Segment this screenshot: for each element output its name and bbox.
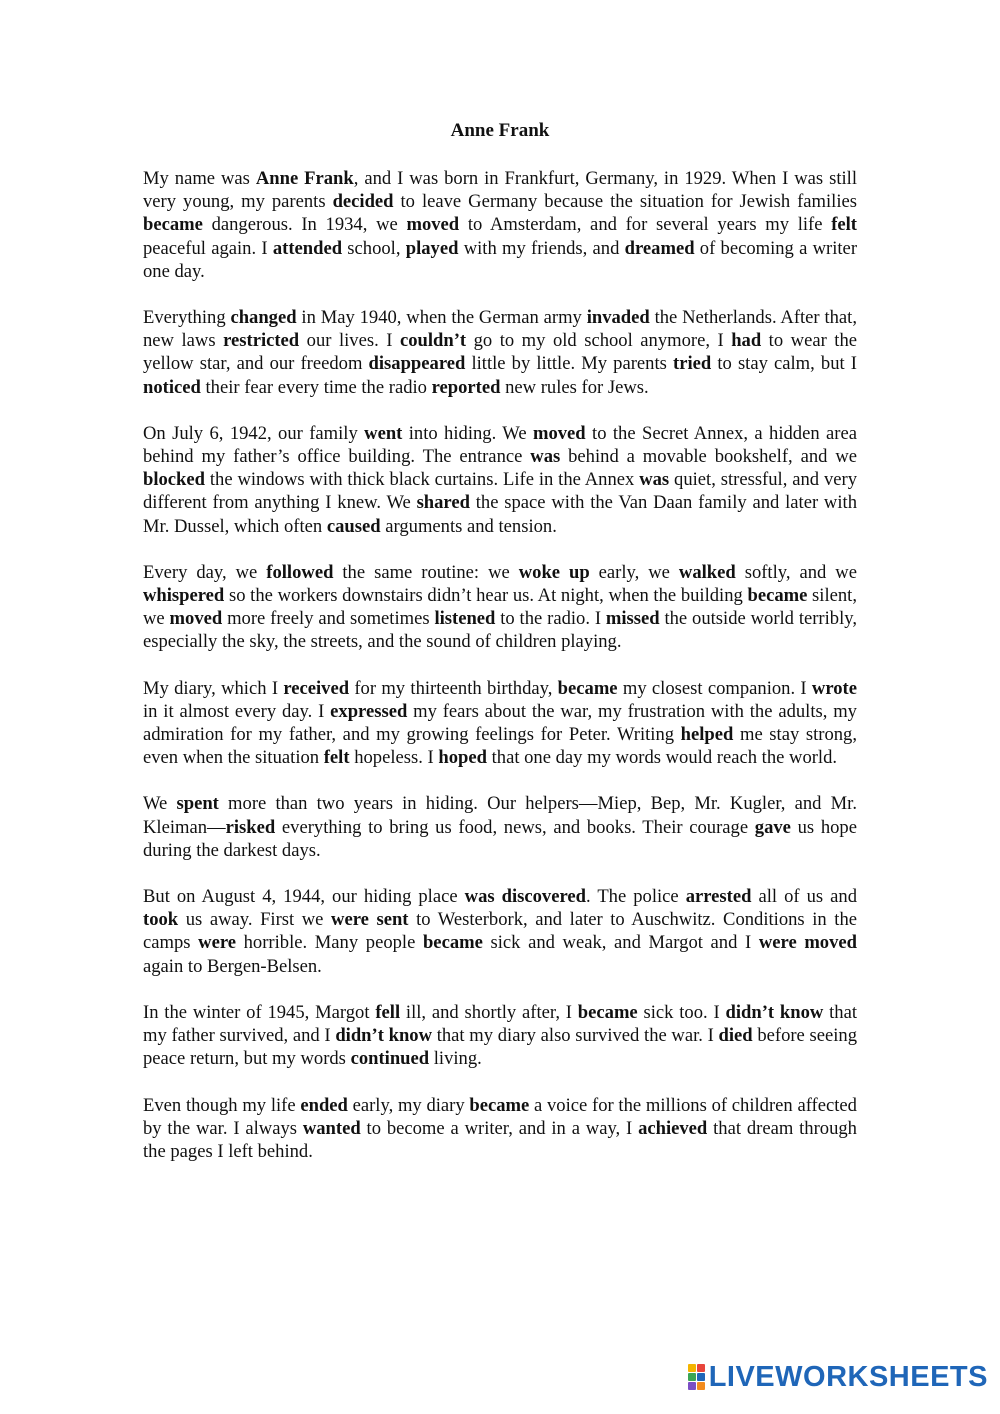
text-run: behind a movable bookshelf, and we bbox=[560, 446, 858, 468]
bold-verb: received bbox=[283, 677, 350, 699]
text-run: in it almost every day. I bbox=[143, 700, 331, 722]
story-paragraph bbox=[143, 1001, 857, 1071]
text-run: the space with the Van Daan family and later with Mr. Dussel, which often bbox=[143, 492, 857, 537]
text-run: again to Bergen-Belsen. bbox=[143, 955, 322, 977]
text-run: to Westerbork, and later to Auschwitz. Conditions in the camps bbox=[143, 909, 857, 954]
text-run: silent, we bbox=[143, 585, 857, 630]
bold-verb: moved bbox=[169, 608, 223, 630]
text-run: that my father survived, and I bbox=[143, 1001, 857, 1047]
text-run: to the radio. I bbox=[495, 608, 606, 630]
text-run: peaceful again. I bbox=[143, 237, 273, 259]
text-run: , and I was born in Frankfurt, Germany, in 1929. When I was still very young, my parents bbox=[143, 168, 857, 213]
bold-verb: walked bbox=[678, 561, 736, 583]
bold-verb: died bbox=[718, 1025, 753, 1047]
text-run: to stay calm, but I bbox=[711, 353, 857, 375]
logo-text: LIVEWORKSHEETS bbox=[708, 1360, 988, 1393]
bold-verb: ended bbox=[300, 1094, 348, 1116]
bold-verb: Anne Frank bbox=[255, 168, 354, 189]
bold-verb: moved bbox=[532, 422, 586, 444]
bold-verb: was bbox=[639, 469, 670, 491]
bold-verb: felt bbox=[323, 747, 350, 769]
bold-verb: tried bbox=[673, 353, 712, 375]
bold-verb: fell bbox=[375, 1001, 401, 1023]
page-title: Anne Frank bbox=[450, 120, 550, 141]
text-run: a voice for the millions of children affected by the war. I always bbox=[143, 1094, 857, 1139]
text-run: the outside world terribly, especially the sky, the streets, and the sound of children playing. bbox=[143, 608, 857, 653]
bold-verb: noticed bbox=[143, 376, 201, 398]
text-run: my closest companion. I bbox=[617, 677, 812, 699]
logo-square bbox=[688, 1382, 696, 1390]
text-run: Everything bbox=[143, 307, 231, 329]
story-paragraph bbox=[143, 885, 857, 978]
text-run: more freely and sometimes bbox=[222, 608, 435, 630]
bold-verb: took bbox=[143, 909, 179, 931]
text-run: living. bbox=[429, 1048, 482, 1070]
bold-verb: became bbox=[143, 214, 203, 236]
text-run: before seeing peace return, but my words bbox=[143, 1025, 858, 1070]
bold-verb: were bbox=[198, 932, 236, 954]
text-run: dangerous. In 1934, we bbox=[202, 214, 407, 236]
bold-verb: shared bbox=[416, 492, 470, 514]
text-run: ill, and shortly after, I bbox=[400, 1001, 578, 1023]
text-run: On July 6, 1942, our family bbox=[143, 422, 365, 444]
text-run: little by little. My parents bbox=[465, 353, 674, 375]
bold-verb: moved bbox=[406, 214, 460, 236]
text-run: the windows with thick black curtains. Life in the Annex bbox=[205, 469, 640, 491]
text-run: Every day, we bbox=[143, 561, 267, 583]
text-run: sick too. I bbox=[637, 1001, 726, 1023]
bold-verb: attended bbox=[272, 237, 343, 259]
bold-verb: couldn’t bbox=[399, 330, 467, 352]
bold-verb: hoped bbox=[438, 747, 487, 769]
bold-verb: didn’t know bbox=[725, 1001, 824, 1023]
text-run: Even though my life bbox=[143, 1094, 301, 1116]
bold-verb: followed bbox=[266, 561, 334, 583]
bold-verb: reported bbox=[431, 376, 501, 398]
text-run: early, we bbox=[589, 561, 679, 583]
bold-verb: played bbox=[405, 237, 459, 259]
story-paragraph bbox=[143, 306, 857, 399]
bold-verb: disappeared bbox=[368, 353, 466, 375]
logo-square bbox=[697, 1364, 705, 1372]
text-run: arguments and tension. bbox=[380, 515, 557, 537]
bold-verb: was discovered bbox=[464, 886, 586, 908]
text-run: into hiding. We bbox=[402, 422, 533, 444]
text-run: all of us and bbox=[751, 886, 857, 908]
text-run: school, bbox=[342, 237, 406, 259]
text-run: to the Secret Annex, a hidden area behind my father’s office building. The entrance bbox=[143, 422, 857, 468]
text-run: more than two years in hiding. Our helpers—Miep, Bep, Mr. Kugler, and Mr. Kleiman— bbox=[143, 793, 857, 838]
text-run: me stay strong, even when the situation bbox=[143, 724, 858, 769]
story-paragraph bbox=[143, 422, 857, 538]
bold-verb: didn’t know bbox=[335, 1025, 433, 1047]
story-paragraph bbox=[143, 1094, 857, 1164]
story-body bbox=[143, 167, 857, 1186]
text-run: new rules for Jews. bbox=[500, 376, 649, 398]
bold-verb: restricted bbox=[223, 330, 300, 352]
text-run: sick and weak, and Margot and I bbox=[482, 932, 759, 954]
bold-verb: went bbox=[364, 422, 403, 444]
bold-verb: had bbox=[731, 330, 762, 352]
bold-verb: helped bbox=[680, 724, 734, 746]
bold-verb: gave bbox=[754, 816, 791, 838]
bold-verb: achieved bbox=[638, 1117, 708, 1139]
liveworksheets-logo-icon bbox=[688, 1364, 705, 1390]
text-run: their fear every time the radio bbox=[200, 376, 432, 398]
bold-verb: risked bbox=[225, 816, 276, 838]
text-run: so the workers downstairs didn’t hear us. At night, when the building bbox=[224, 585, 748, 607]
bold-verb: invaded bbox=[586, 307, 650, 329]
text-run: that dream through the pages I left behind. bbox=[143, 1117, 857, 1162]
bold-verb: listened bbox=[434, 608, 496, 630]
text-run: us hope during the darkest days. bbox=[143, 816, 857, 861]
bold-verb: were moved bbox=[758, 932, 857, 954]
text-run: to wear the yellow star, and our freedom bbox=[143, 330, 858, 375]
bold-verb: dreamed bbox=[624, 237, 695, 259]
bold-verb: became bbox=[469, 1094, 530, 1116]
story-paragraph bbox=[143, 792, 857, 862]
bold-verb: arrested bbox=[685, 886, 752, 908]
text-run: in May 1940, when the German army bbox=[296, 307, 587, 329]
bold-verb: expressed bbox=[330, 700, 408, 722]
text-run: our lives. I bbox=[299, 330, 400, 352]
bold-verb: woke up bbox=[518, 561, 590, 583]
text-run: quiet, stressful, and very different from anything I knew. We bbox=[143, 469, 857, 514]
bold-verb: became bbox=[557, 677, 618, 699]
bold-verb: became bbox=[577, 1001, 638, 1023]
logo-square bbox=[688, 1373, 696, 1381]
logo-square bbox=[697, 1382, 705, 1390]
text-run: to Amsterdam, and for several years my life bbox=[459, 214, 832, 236]
story-paragraph bbox=[143, 167, 857, 283]
bold-verb: caused bbox=[326, 515, 381, 537]
bold-verb: was bbox=[530, 446, 561, 468]
text-run: my fears about the war, my frustration with the adults, my admiration for my father, and my growing feelings for Peter. Writing bbox=[143, 700, 857, 746]
bold-verb: continued bbox=[350, 1048, 430, 1070]
bold-verb: changed bbox=[230, 307, 297, 329]
text-run: us away. First we bbox=[178, 909, 332, 931]
text-run: the Netherlands. After that, new laws bbox=[143, 307, 857, 352]
logo-square bbox=[688, 1364, 696, 1372]
bold-verb: became bbox=[747, 585, 808, 607]
text-run: for my thirteenth birthday, bbox=[349, 677, 558, 699]
text-run: that one day my words would reach the world. bbox=[486, 747, 838, 769]
bold-verb: whispered bbox=[143, 585, 225, 607]
text-run: everything to bring us food, news, and books. Their courage bbox=[275, 816, 755, 838]
story-paragraph bbox=[143, 677, 857, 770]
bold-verb: blocked bbox=[143, 469, 205, 491]
text-run: the same routine: we bbox=[333, 561, 519, 583]
text-run: softly, and we bbox=[735, 561, 857, 583]
bold-verb: became bbox=[422, 932, 483, 954]
bold-verb: missed bbox=[605, 608, 660, 630]
text-run: horrible. Many people bbox=[236, 932, 423, 954]
bold-verb: decided bbox=[332, 191, 394, 213]
text-run: to become a writer, and in a way, I bbox=[360, 1117, 639, 1139]
text-run: hopeless. I bbox=[349, 747, 439, 769]
bold-verb: wrote bbox=[811, 677, 857, 699]
text-run: My name was bbox=[143, 168, 256, 189]
text-run: But on August 4, 1944, our hiding place bbox=[143, 886, 465, 908]
text-run: to leave Germany because the situation for Jewish families bbox=[393, 191, 858, 213]
text-run: with my friends, and bbox=[458, 237, 625, 259]
text-run: that my diary also survived the war. I bbox=[432, 1025, 719, 1047]
bold-verb: spent bbox=[176, 793, 219, 815]
text-run: We bbox=[143, 793, 177, 815]
text-run: In the winter of 1945, Margot bbox=[143, 1001, 376, 1023]
text-run: go to my old school anymore, I bbox=[466, 330, 732, 352]
text-run: My diary, which I bbox=[143, 677, 284, 699]
text-run: of becoming a writer one day. bbox=[143, 237, 858, 282]
bold-verb: wanted bbox=[302, 1117, 361, 1139]
liveworksheets-logo[interactable] bbox=[688, 1362, 988, 1392]
bold-verb: were sent bbox=[331, 909, 409, 931]
logo-square bbox=[697, 1373, 705, 1381]
text-run: early, my diary bbox=[347, 1094, 470, 1116]
text-run: . The police bbox=[585, 886, 686, 908]
bold-verb: felt bbox=[831, 214, 857, 236]
story-paragraph bbox=[143, 561, 857, 654]
